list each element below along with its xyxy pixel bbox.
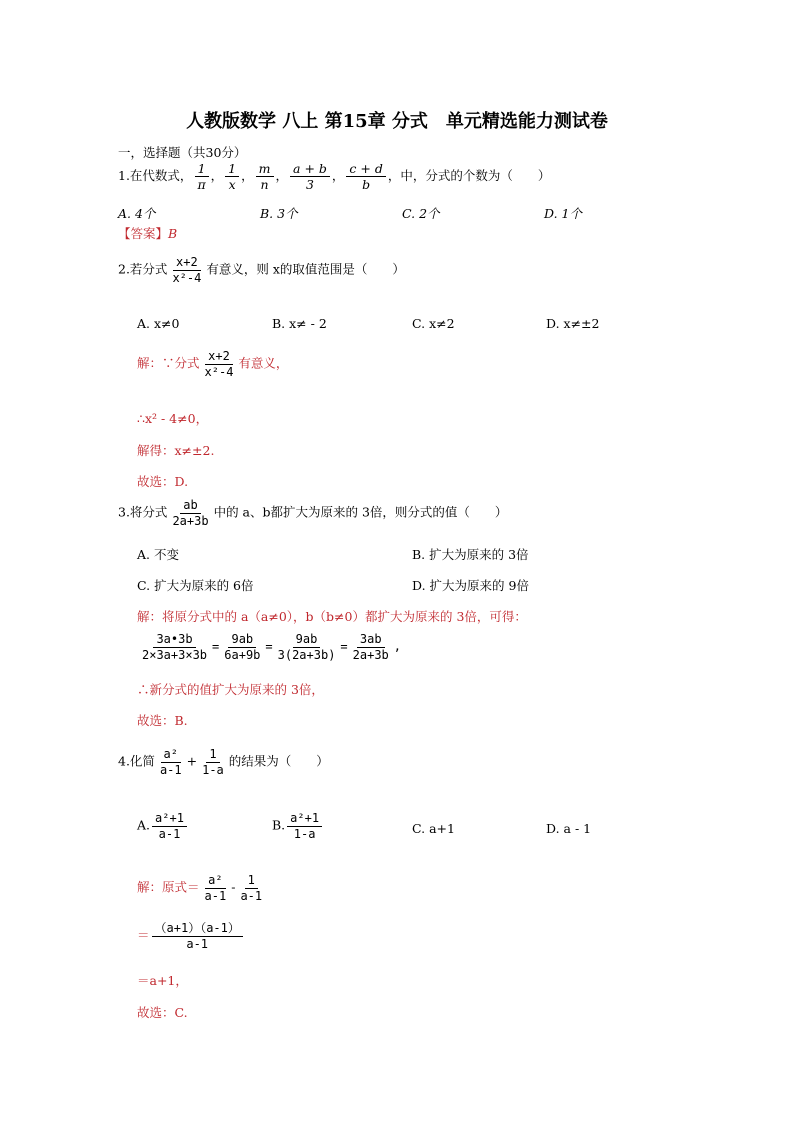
q4-solution-fraction-3: $\frac{(a+1)(a-1)}{a-1}$ — [152, 922, 243, 950]
q2-solution-fraction: $\frac{x+2}{\text{x²-4}}$ — [204, 349, 234, 379]
section-heading: 一，选择题（共30分） — [118, 145, 247, 160]
q4-solution-fraction-1: $\frac{\text{a²}}{a-1}$ — [204, 873, 227, 903]
q3-fraction: $\frac{ab}{2a+3b}$ — [172, 498, 209, 528]
q4-option-c: C. a+1 — [412, 821, 455, 836]
q1-option-a: A. 4个 — [118, 206, 156, 221]
question-2: 2.若分式 $\frac{x+2}{\text{x²-4}}$ 有意义，则 x的取值范围是（ ） — [118, 255, 405, 285]
q2-option-b: B. x≠ - 2 — [272, 316, 327, 331]
q2-solution-line3: 解得：x≠±2. — [137, 443, 215, 458]
q4-option-d: D. a - 1 — [546, 821, 592, 836]
q4-option-b-fraction: $\frac{\text{a²+1}}{1-a}$ — [287, 812, 322, 840]
q3-solution-line4: 故选：B. — [137, 713, 188, 728]
fraction-c-plus-d: $\frac{c + d}{b}$ — [346, 162, 385, 191]
q3-eq-fraction-3: $\frac{9ab}{3(2a+3b)}$ — [277, 632, 336, 662]
q1-suffix: ，中，分式的个数为（ ） — [387, 168, 551, 184]
q2-option-a: A. x≠0 — [137, 316, 180, 331]
q1-prefix: 1.在代数式， — [118, 168, 193, 184]
q2-solution-line1: 解：∵分式 $\frac{x+2}{\text{x²-4}}$ 有意义， — [137, 349, 289, 379]
page-title: 人教版数学 八上 第15章 分式 单元精选能力测试卷 — [186, 111, 608, 132]
fraction-m-over-n: $\frac{m}{n}$ — [256, 162, 274, 191]
q3-eq-fraction-4: $\frac{3ab}{2a+3b}$ — [352, 632, 389, 662]
q3-option-c: C. 扩大为原来的 6倍 — [137, 578, 254, 593]
question-1: 1.在代数式， $\frac{1}{\pi}$ ， $\frac{1}{x}$ ， $\frac{m}{n}$ ， $\frac{a + b}{3}$ ， $\frac{c + d}{b}$ ，中，分式的个数为（ ） — [118, 161, 551, 193]
q4-option-a: A. $\frac{\text{a²+1}}{a-1}$ — [137, 812, 189, 840]
q1-option-d: D. 1个 — [544, 206, 582, 221]
q2-solution-line2: ∴x² - 4≠0， — [137, 411, 209, 426]
q4-solution-line1: 解：原式＝ $\frac{\text{a²}}{a-1}$ - $\frac{1}{a-1}$ — [137, 874, 267, 902]
q1-answer: 【答案】B — [118, 226, 178, 241]
question-4: 4.化简 $\frac{\text{a²}}{a-1}$ + $\frac{1}{1-a}$ 的结果为（ ） — [118, 747, 329, 777]
q3-solution-line1: 解：将原分式中的 a（a≠0），b（b≠0）都扩大为原来的 3倍，可得： — [137, 609, 527, 624]
q3-option-a: A. 不变 — [137, 547, 179, 562]
fraction-a-plus-b: $\frac{a + b}{3}$ — [290, 162, 330, 191]
q4-solution-fraction-2: $\frac{1}{a-1}$ — [240, 873, 263, 903]
q2-fraction: $\frac{x+2}{\text{x²-4}}$ — [172, 255, 202, 285]
q3-eq-fraction-1: $\frac{3a•3b}{2\times 3a+3\times 3b}$ — [142, 632, 208, 662]
q1-option-b: B. 3个 — [260, 206, 298, 221]
q2-option-d: D. x≠±2 — [546, 316, 600, 331]
q3-solution-line3: ∴新分式的值扩大为原来的 3倍， — [137, 682, 324, 697]
q1-option-c: C. 2个 — [402, 206, 440, 221]
q3-solution-equation: $\frac{3a•3b}{2\times 3a+3\times 3b}$ = $\frac{9ab}{6a+9b}$ = $\frac{9ab}{3(2a+3b)}$ = $\frac{3ab}{2a+3b}$ , — [137, 633, 401, 661]
q3-eq-fraction-2: $\frac{9ab}{6a+9b}$ — [224, 632, 261, 662]
q4-fraction-1: $\frac{\text{a²}}{a-1}$ — [159, 747, 182, 777]
q4-solution-line2: ＝ $\frac{(a+1)(a-1)}{a-1}$ — [137, 922, 245, 950]
question-3: 3.将分式 $\frac{ab}{2a+3b}$ 中的 a、b都扩大为原来的 3倍，则分式的值（ ） — [118, 498, 508, 528]
q3-option-d: D. 扩大为原来的 9倍 — [412, 578, 529, 593]
q4-solution-line4: 故选：C. — [137, 1005, 188, 1020]
fraction-1-over-x: $\frac{1}{x}$ — [225, 162, 239, 191]
q4-option-b: B. $\frac{\text{a²+1}}{1-a}$ — [272, 812, 324, 840]
q3-option-b: B. 扩大为原来的 3倍 — [412, 547, 529, 562]
q2-option-c: C. x≠2 — [412, 316, 455, 331]
q4-option-a-fraction: $\frac{\text{a²+1}}{a-1}$ — [152, 812, 187, 840]
q4-solution-line3: ＝a+1， — [137, 973, 188, 988]
q2-solution-line4: 故选：D. — [137, 474, 189, 489]
fraction-1-over-pi: $\frac{1}{\pi}$ — [194, 162, 208, 191]
q4-fraction-2: $\frac{1}{1-a}$ — [202, 747, 224, 777]
